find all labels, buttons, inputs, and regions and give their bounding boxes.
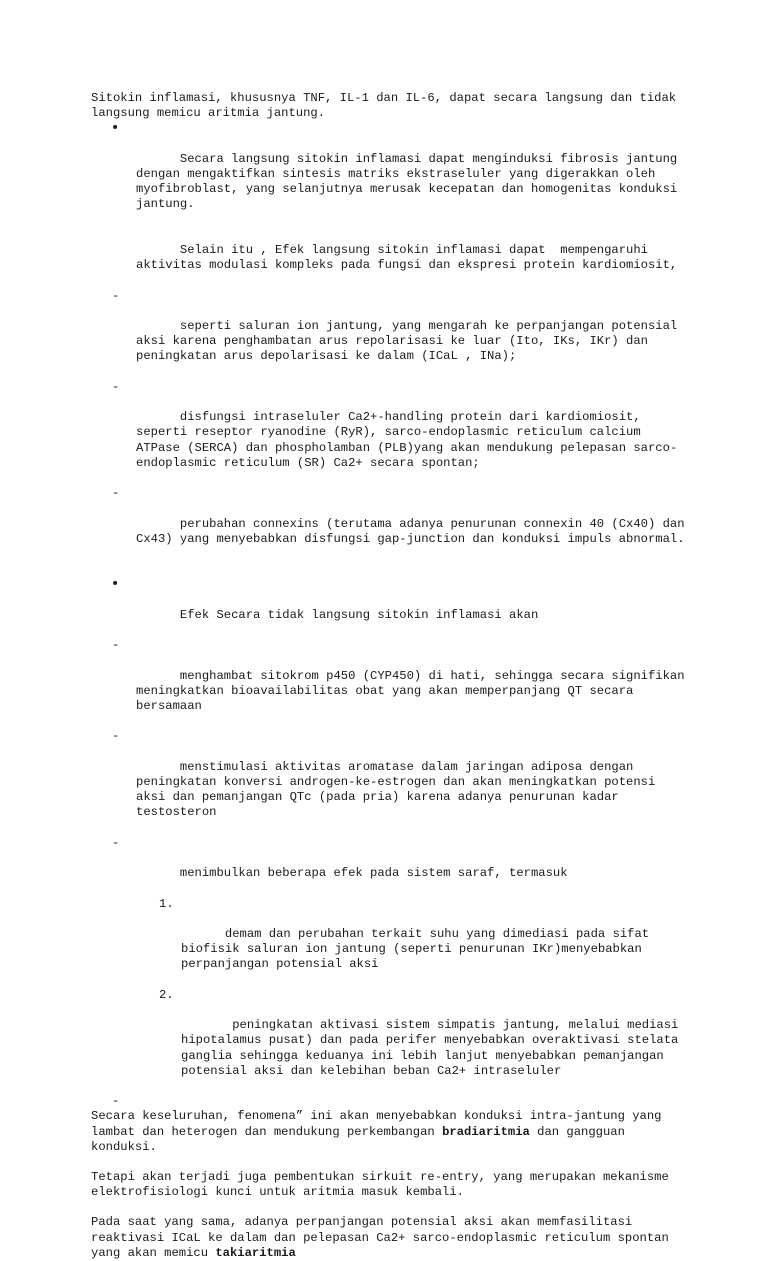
conclusion-paragraph [91,1109,691,1155]
reentry-paragraph: Tetapi akan terjadi juga pembentukan sirkuit re-entry, yang merupakan mekanisme elektrofisiologi kunci untuk aritmia masuk kembali. [91,1170,677,1200]
dash-marker: - [112,1094,120,1109]
list-item-text: menstimulasi aktivitas aromatase dalam jaringan adiposa dengan peningkatan konversi androgen-ke-estrogen dan akan meningkatkan potensi aksi dan pemanjangan QTc (pada pria) karena adanya penurunan kadar testosteron [136,759,663,820]
dash-marker: - [112,486,120,501]
list-item [91,729,691,835]
list-item [91,486,691,562]
bullet-icon: • [111,120,120,137]
direct-effect-continuation-text: Selain itu , Efek langsung sitokin inflamasi dapat mempengaruhi aktivitas modulasi kompleks pada fungsi dan ekspresi protein kardiomiosit, [136,243,678,273]
indirect-effect-bullet [91,577,691,638]
numbered-item-text: peningkatan aktivasi sistem simpatis jantung, melalui mediasi hipotalamus pusat) dan pada perifer menyebabkan overaktivasi stelata ganglia sehingga keduanya ini lebih lanjut menyebabkan pemanjangan potensial aksi dan kelebihan beban Ca2+ intraseluler [181,1018,686,1078]
direct-effect-bullet [91,121,691,227]
numbered-item [91,988,691,1094]
dash-marker: - [112,638,120,653]
dash-marker: - [112,729,120,744]
direct-effect-continuation [91,228,691,289]
conclusion-text-end: dan gangguan konduksi. [91,1124,633,1154]
bradiaritmia-term: bradiaritmia [442,1124,530,1139]
dash-marker: - [112,288,120,303]
list-item-text: menimbulkan beberapa efek pada sistem saraf, termasuk [179,866,568,881]
dash-marker: - [112,379,120,394]
list-item [91,638,691,729]
indirect-effect-heading: Efek Secara tidak langsung sitokin inflamasi akan [179,607,539,622]
bullet-icon: • [111,576,120,593]
list-item-text: perubahan connexins (terutama adanya penurunan connexin 40 (Cx40) dan Cx43) yang menyebabkan disfungsi gap-junction dan konduksi impuls abnormal. [136,516,692,546]
list-item-text: seperti saluran ion jantung, yang mengarah ke perpanjangan potensial aksi karena penghambatan arus repolarisasi ke luar (Ito, IKs, IKr) dan peningkatan arus depolarisasi ke dalam (ICaL , INa); [136,319,685,364]
tachy-paragraph [91,1215,691,1261]
conclusion-text: Secara keseluruhan, fenomena” ini akan menyebabkan konduksi intra-jantung yang lambat dan heterogen dan mendukung perkembangan [91,1109,669,1139]
number-marker: 1. [159,896,174,911]
list-item [91,836,691,897]
takiaritmia-term: takiaritmia [215,1245,296,1260]
numbered-item-text: demam dan perubahan terkait suhu yang dimediasi pada sifat biofisik saluran ion jantung (seperti penurunan IKr)menyebabkan perpanjangan potensial aksi [181,926,657,972]
tachy-text: Pada saat yang sama, adanya perpanjangan potensial aksi akan memfasilitasi reaktivasi ICaL ke dalam dan pelepasan Ca2+ sarco-endoplasmic reticulum spontan yang akan memicu [91,1215,677,1260]
document-body [91,91,691,1261]
direct-effect-heading: Secara langsung sitokin inflamasi dapat menginduksi fibrosis jantung dengan mengaktifkan sintesis matriks ekstraseluler yang digerakkan oleh myofibroblast, yang selanjutnya merusak kecepatan dan homogenitas konduksi jantung. [136,151,685,212]
number-marker: 2. [159,987,174,1002]
empty-list-item [91,1094,691,1109]
list-item [91,380,691,486]
numbered-item [91,897,691,988]
list-item [91,289,691,380]
list-item-text: disfungsi intraseluler Ca2+-handling protein dari kardiomiosit, seperti reseptor ryanodine (RyR), sarco-endoplasmic reticulum calcium ATPase (SERCA) dan phospholamban (PLB)yang akan mendukung pelepasan sarco-endoplasmic reticulum (SR) Ca2+ secara spontan; [136,410,678,470]
intro-paragraph: Sitokin inflamasi, khususnya TNF, IL-1 dan IL-6, dapat secara langsung dan tidak langsung memicu aritmia jantung. [91,91,684,121]
list-item-text: menghambat sitokrom p450 (CYP450) di hati, sehingga secara signifikan meningkatkan bioavailabilitas obat yang akan memperpanjang QT secara bersamaan [136,668,692,713]
dash-marker: - [112,835,120,850]
